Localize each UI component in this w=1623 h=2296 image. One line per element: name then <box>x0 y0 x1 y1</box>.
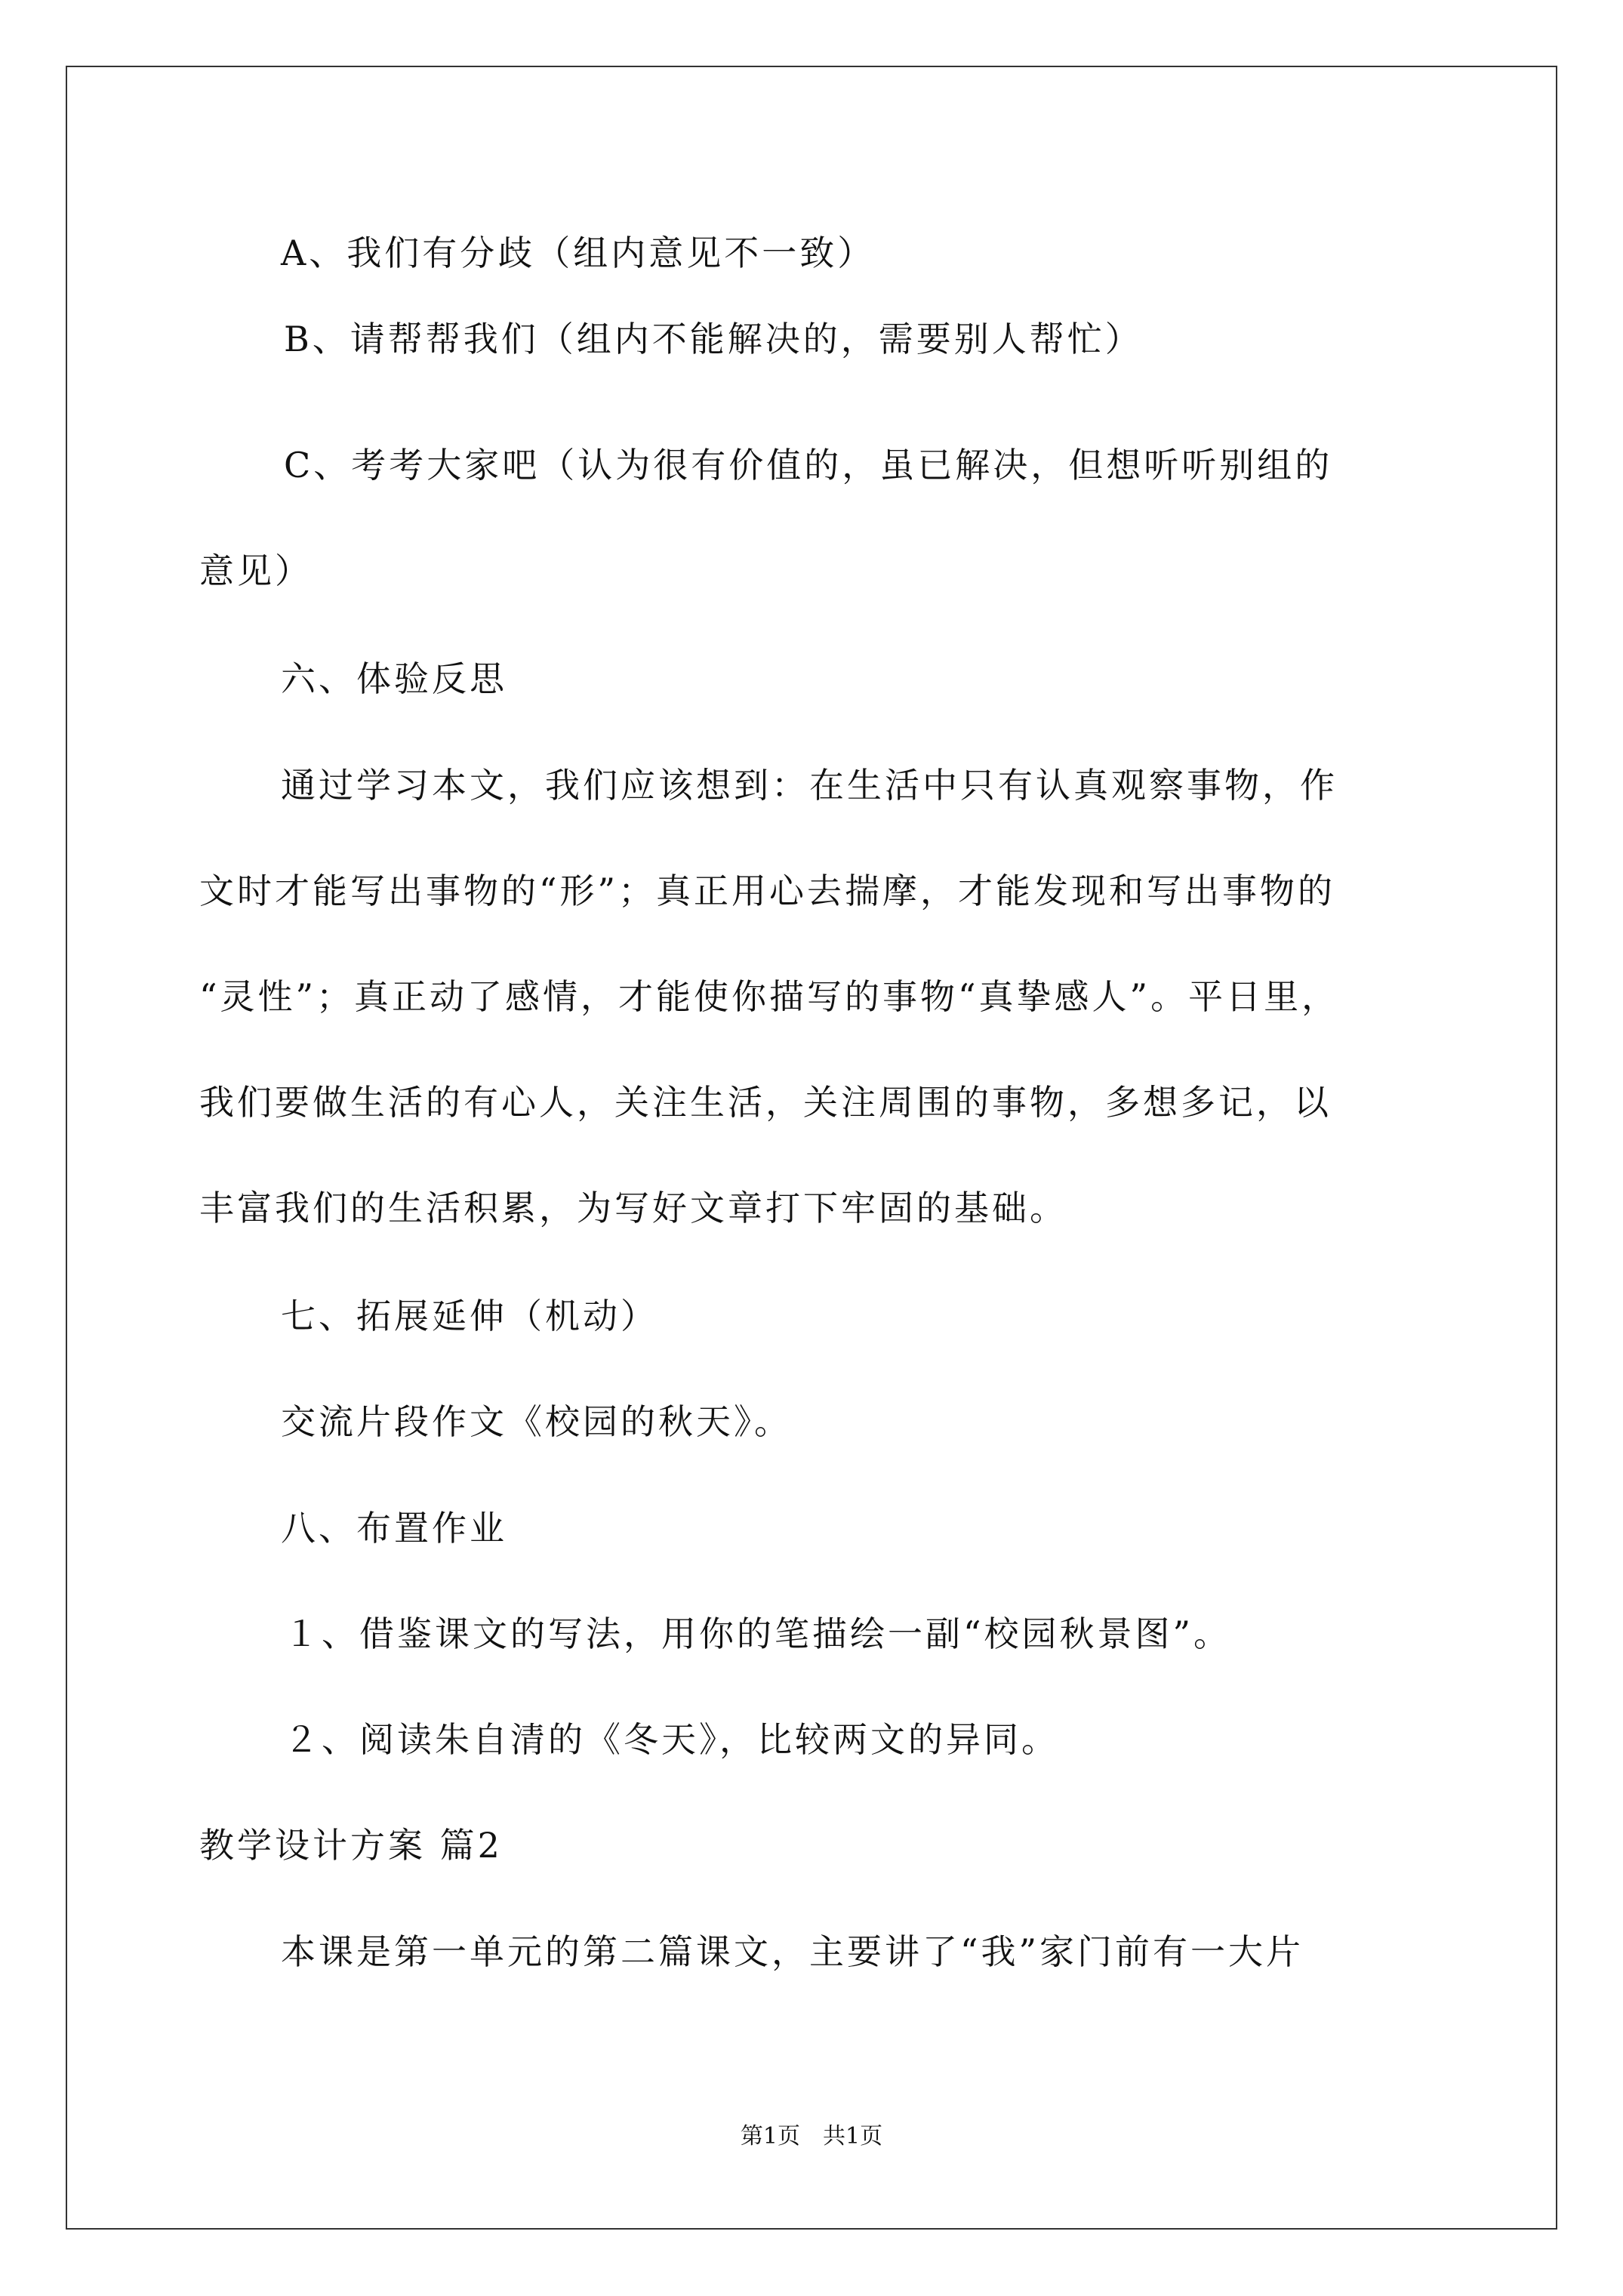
section-heading: 六、体验反思 <box>281 658 507 699</box>
document-section-title: 教学设计方案 篇2 <box>199 1825 503 1866</box>
page-number-footer: 第1页 共1页 <box>740 2123 883 2150</box>
paragraph-line: C、考考大家吧（认为很有价值的，虽已解决，但想听听别组的 <box>284 445 1333 485</box>
paragraph-line: 丰富我们的生活积累，为写好文章打下牢固的基础。 <box>199 1188 1067 1228</box>
list-item: １、借鉴课文的写法，用你的笔描绘一副“校园秋景图”。 <box>284 1613 1232 1654</box>
page-frame <box>66 66 1557 2230</box>
paragraph-line: 通过学习本文，我们应该想到：在生活中只有认真观察事物，作 <box>281 765 1338 806</box>
paragraph-line: B、请帮帮我们（组内不能解决的，需要别人帮忙） <box>284 319 1143 359</box>
list-item: ２、阅读朱自清的《冬天》，比较两文的异同。 <box>284 1719 1059 1760</box>
paragraph-line: 本课是第一单元的第二篇课文，主要讲了“我”家门前有一大片 <box>281 1931 1304 1972</box>
paragraph-line: “灵性”；真正动了感情，才能使你描写的事物“真挚感人”。平日里， <box>199 976 1340 1017</box>
paragraph-line: 我们要做生活的有心人，关注生活，关注周围的事物，多想多记，以 <box>199 1082 1332 1123</box>
paragraph-line: A、我们有分歧（组内意见不一致） <box>281 233 876 273</box>
paragraph-line: 交流片段作文《校园的秋天》。 <box>281 1401 792 1442</box>
paragraph-line: 意见） <box>199 550 313 591</box>
paragraph-line: 文时才能写出事物的“形”；真正用心去揣摩，才能发现和写出事物的 <box>199 871 1336 911</box>
section-heading: 七、拓展延伸（机动） <box>281 1296 658 1336</box>
section-heading: 八、布置作业 <box>281 1508 507 1549</box>
